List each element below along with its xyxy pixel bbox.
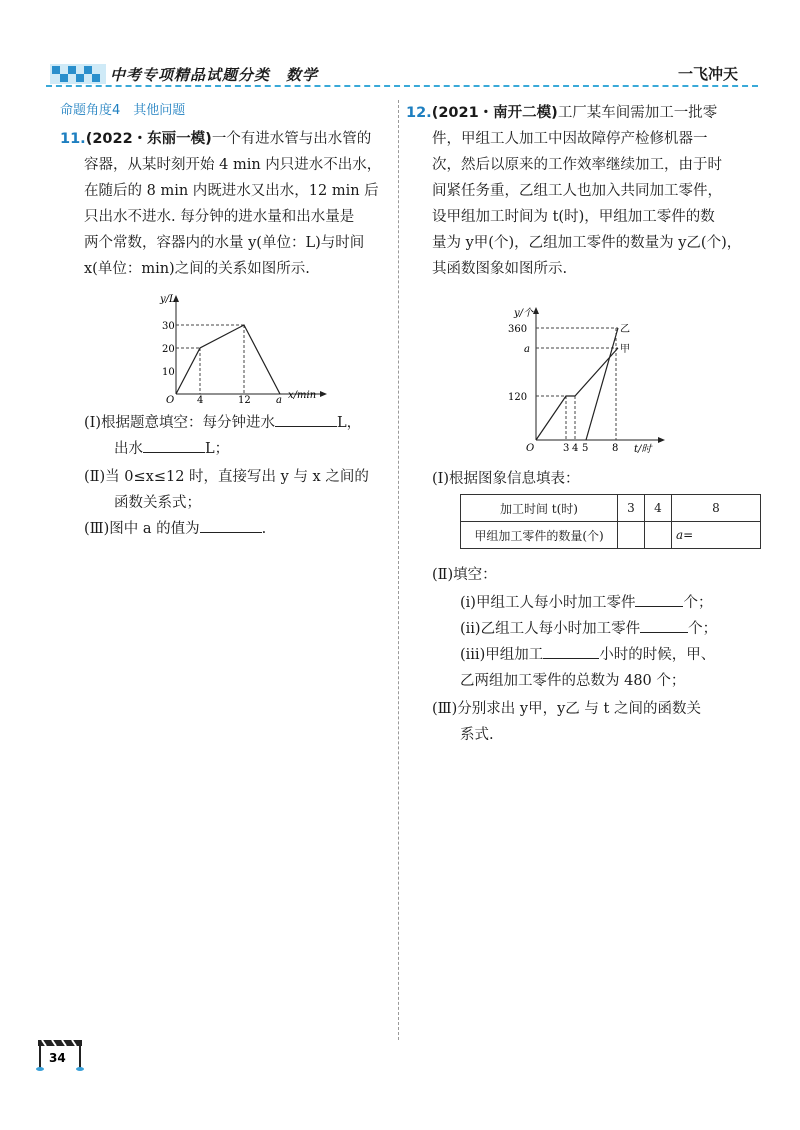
q12-xtick: 3: [563, 443, 570, 454]
q12-xtick: 5: [582, 443, 589, 454]
q12-part-2: (Ⅱ)填空：: [432, 567, 497, 583]
table-cell: 3: [618, 495, 645, 522]
q12-ylabel: y/个: [514, 308, 534, 319]
q11-part-2: (Ⅱ)当 0≤x≤12 时，直接写出 y 与 x 之间的: [84, 469, 369, 485]
q12-ytick: 360: [508, 324, 528, 335]
q12-part-2iii-b: 乙两组加工零件的总数为 480 个；: [460, 673, 686, 689]
header-divider: [46, 85, 758, 87]
q12-x-arrow-icon: [658, 437, 665, 443]
q11-ytick: 20: [162, 344, 175, 355]
q12-ytick: a: [524, 344, 530, 355]
section-title: 命题角度4 其他问题: [60, 103, 186, 118]
q11-chart: [150, 290, 330, 405]
q11-p3-end: .: [261, 521, 267, 537]
q11-xtick: O: [166, 395, 175, 405]
checker-decoration-icon: [50, 60, 106, 84]
q11-x-arrow-icon: [320, 391, 327, 397]
q11-ytick: 10: [162, 367, 175, 378]
q12-text: 工厂某车间需加工一批零: [557, 105, 718, 121]
q12-p2i-unit: 个；: [683, 595, 713, 611]
table-answer-cell[interactable]: a=: [672, 522, 761, 549]
q12-xtick: 4: [572, 443, 579, 454]
q11-p1c-blank[interactable]: [143, 436, 205, 453]
q12-p2ii-blank[interactable]: [640, 616, 688, 633]
q11-line-6: x(单位：min)之间的关系如图所示.: [84, 261, 310, 277]
q11-xtick: 12: [238, 395, 251, 405]
q12-line-6: 量为 y甲(个)，乙组加工零件的数量为 y乙(个)，: [432, 235, 742, 251]
header-brand: 一飞冲天: [677, 65, 738, 83]
table-cell: 4: [645, 495, 672, 522]
q11-text: 一个有进水管与出水管的: [211, 131, 372, 147]
q11-part-2b: 函数关系式；: [114, 495, 201, 511]
q12-line-2: 件，甲组工人加工中因故障停产检修机器一: [432, 131, 708, 147]
page-header: [0, 0, 800, 95]
q12-line-1: [406, 100, 717, 126]
table-row: [461, 522, 761, 549]
q12-p2ii-unit: 个；: [688, 621, 718, 637]
q11-p3-blank[interactable]: [200, 516, 262, 533]
q12-line-4: 间紧任务重，乙组工人也加入共同加工零件，: [432, 183, 722, 199]
page-number: 34: [49, 1051, 66, 1065]
q11-p1c-text: 出水: [114, 441, 143, 457]
q12-line-7: 其函数图象如图所示.: [432, 261, 568, 277]
q11-xlabel: x/min: [288, 390, 317, 401]
q12-part-1: (Ⅰ)根据图象信息填表：: [432, 471, 580, 487]
table-cell: 甲组加工零件的数量(个): [461, 522, 618, 549]
table-answer-cell[interactable]: [645, 522, 672, 549]
q12-line-5: 设甲组加工时间为 t(时)，甲组加工零件的数: [432, 209, 715, 225]
q11-line-4: 只出水不进水. 每分钟的进水量和出水量是: [84, 209, 355, 225]
q12-xlabel: t/时: [634, 444, 652, 455]
q12-ytick: 120: [508, 392, 528, 403]
q11-line-5: 两个常数，容器内的水量 y(单位：L)与时间: [84, 235, 365, 251]
q12-part-3: (Ⅲ)分别求出 y甲，y乙 与 t 之间的函数关: [432, 701, 701, 717]
table-answer-cell[interactable]: [618, 522, 645, 549]
q11-p3-text: (Ⅲ)图中 a 的值为: [84, 521, 200, 537]
q11-ytick: 30: [162, 321, 175, 332]
q12-source: (2021・南开二模): [431, 105, 558, 121]
table-row: [461, 495, 761, 522]
q11-part-3: [84, 516, 266, 542]
q12-number: 12.: [406, 105, 432, 121]
q11-part-1b: [114, 436, 229, 462]
q12-p2i-blank[interactable]: [635, 590, 683, 607]
q11-series-line: [176, 325, 280, 394]
q11-xtick: 4: [197, 395, 204, 405]
q11-line-3: 在随后的 8 min 内既进水又出水，12 min 后: [84, 183, 379, 199]
q12-chart: [500, 300, 670, 460]
q12-p2iii-text2: 小时的时候，甲、: [599, 647, 716, 663]
q11-p1-text: (Ⅰ)根据题意填空：每分钟进水: [84, 415, 276, 431]
q12-p2i-text: (ⅰ)甲组工人每小时加工零件: [460, 595, 636, 611]
q12-legend-jia: 甲: [620, 344, 630, 355]
q11-p1-unit: L，: [337, 415, 362, 431]
q11-xtick: a: [276, 395, 282, 405]
q12-part-2i: [460, 590, 712, 616]
q12-line-3: 次，然后以原来的工作效率继续加工，由于时: [432, 157, 722, 173]
column-divider: [398, 100, 399, 1040]
q12-p2ii-text: (ⅱ)乙组工人每小时加工零件: [460, 621, 641, 637]
q11-p1-blank[interactable]: [275, 410, 337, 427]
q12-p2iii-text: (ⅲ)甲组加工: [460, 647, 544, 663]
q12-part-2iii: [460, 642, 715, 668]
q12-series-jia: [536, 348, 618, 440]
q11-source: (2022・东丽一模): [85, 131, 212, 147]
table-cell: 8: [672, 495, 761, 522]
q12-xtick: O: [526, 443, 535, 454]
q12-part-3b: 系式.: [460, 727, 494, 743]
q12-series-yi: [586, 328, 618, 440]
q12-part-2ii: [460, 616, 717, 642]
q11-number: 11.: [60, 131, 86, 147]
q11-p1d-unit: L；: [205, 441, 230, 457]
page-number-badge: [32, 1038, 88, 1074]
q12-p2iii-blank[interactable]: [543, 642, 599, 659]
q11-ylabel: y/L: [160, 294, 176, 305]
q12-legend-yi: 乙: [620, 324, 630, 335]
q12-xtick: 8: [612, 443, 619, 454]
q12-table: [460, 494, 761, 549]
q11-line-1: [60, 126, 371, 152]
q11-part-1: [84, 410, 361, 436]
header-title: 中考专项精品试题分类 数学: [110, 66, 319, 84]
q11-line-2: 容器，从某时刻开始 4 min 内只进水不出水，: [84, 157, 382, 173]
table-cell: 加工时间 t(时): [461, 495, 618, 522]
q12-y-arrow-icon: [533, 307, 539, 314]
